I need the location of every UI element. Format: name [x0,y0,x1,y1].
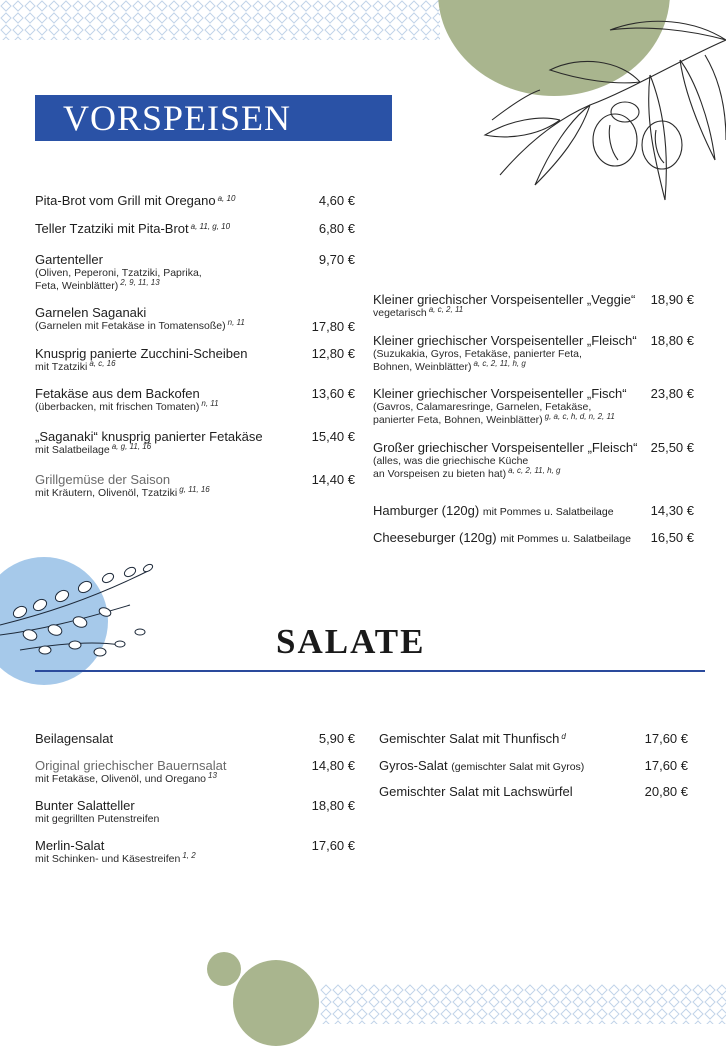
item-name: Gemischter Salat mit Lachswürfel [379,784,573,799]
item-name: Original griechischer Bauernsalat [35,758,227,773]
item-price: 16,50 € [650,530,694,545]
item-name: Merlin-Salat [35,838,105,853]
allergen-codes: g, a, c, h, d, n, 2, 11 [544,412,615,421]
item-name: „Saganaki“ knusprig panierter Fetakäse [35,429,263,444]
item-price: 14,80 € [311,758,355,773]
item-name: Gyros-Salat [379,758,448,773]
menu-item [35,193,235,208]
menu-item [373,503,614,520]
allergen-codes: g, 11, 16 [179,485,210,494]
item-price: 14,30 € [650,503,694,518]
allergen-codes: a, c, 2, 11, h, g [473,359,526,368]
item-name: Kleiner griechischer Vorspeisenteller „Veggie“ [373,292,636,307]
section-divider [35,670,705,672]
allergen-codes: n, 11 [227,318,245,327]
item-description: Feta, Weinblätter) [35,280,119,292]
item-description: mit Salatbeilage [35,444,110,456]
allergen-codes: a, 11, g, 10 [190,222,231,231]
menu-item [35,305,245,333]
item-name: Beilagensalat [35,731,114,746]
item-price: 17,60 € [644,758,688,773]
menu-item [373,386,627,427]
item-description: panierter Feta, Bohnen, Weinblätter) [373,414,543,426]
item-name: Grillgemüse der Saison [35,472,171,487]
allergen-codes: a, c, 16 [89,359,116,368]
menu-item [379,784,573,799]
allergen-codes: a, g, 11, 16 [111,442,152,451]
item-name: Fetakäse aus dem Backofen [35,386,200,401]
item-description: vegetarisch [373,307,427,319]
item-description: (Oliven, Peperoni, Tzatziki, Paprika, [35,267,202,279]
menu-item [373,333,637,374]
item-price: 15,40 € [311,429,355,444]
allergen-codes: a, c, 2, 11 [428,305,464,314]
allergen-codes: n, 11 [201,399,219,408]
menu-item [35,429,263,457]
item-description: mit Fetakäse, Olivenöl, und Oregano [35,773,207,785]
item-price: 6,80 € [318,221,355,236]
menu-item [35,758,226,786]
item-name: Cheeseburger (120g) [373,530,497,545]
menu-item [379,758,584,775]
item-description: mit Tzatziki [35,361,88,373]
item-price: 17,60 € [644,731,688,746]
item-price: 5,90 € [318,731,355,746]
lattice-pattern-top [0,0,440,40]
item-price: 18,90 € [650,292,694,307]
item-name: Knusprig panierte Zucchini-Scheiben [35,346,248,361]
menu-item [35,386,219,414]
item-price: 23,80 € [650,386,694,401]
item-description: mit gegrillten Putenstreifen [35,813,160,825]
item-description: (Garnelen mit Fetakäse in Tomatensoße) [35,320,226,332]
item-description: (überbacken, mit frischen Tomaten) [35,401,200,413]
menu-item [35,798,159,826]
menu-item [35,731,113,746]
item-name: Hamburger (120g) [373,503,480,518]
menu-item [35,221,230,236]
green-dot-decoration [207,952,241,986]
item-description: (alles, was die griechische Küche [373,455,529,467]
salate-title: SALATE [276,622,426,661]
herb-branch-illustration [0,560,165,665]
lattice-pattern-bottom [320,984,726,1024]
item-description: (Gavros, Calamaresringe, Garnelen, Fetakäse, [373,401,592,413]
menu-item [373,440,637,481]
vorspeisen-title: VORSPEISEN [35,95,392,141]
item-description: an Vorspeisen zu bieten hat) [373,468,507,480]
item-name: Pita-Brot vom Grill mit Oregano [35,193,216,208]
item-name: Gemischter Salat mit Thunfisch [379,731,560,746]
item-price: 25,50 € [650,440,694,455]
item-note: (gemischter Salat mit Gyros) [451,761,585,773]
item-name: Teller Tzatziki mit Pita-Brot [35,221,189,236]
allergen-codes: a, 10 [217,194,236,203]
item-name: Kleiner griechischer Vorspeisenteller „Fleisch“ [373,333,637,348]
allergen-codes: 1, 2 [182,851,196,860]
allergen-codes: 13 [208,771,217,780]
item-name: Garnelen Saganaki [35,305,147,320]
allergen-codes: a, c, 2, 11, h, g [508,466,561,475]
item-description: (Suzukakia, Gyros, Fetakäse, panierter Feta, [373,348,582,360]
item-price: 17,60 € [311,838,355,853]
menu-item [35,838,196,866]
menu-item [35,346,247,374]
item-name: Kleiner griechischer Vorspeisenteller „Fisch“ [373,386,627,401]
item-price: 18,80 € [650,333,694,348]
item-name: Gartenteller [35,252,103,267]
item-price: 18,80 € [311,798,355,813]
item-note: mit Pommes u. Salatbeilage [500,533,631,545]
item-description: Bohnen, Weinblätter) [373,361,472,373]
menu-item [373,292,635,320]
item-price: 12,80 € [311,346,355,361]
item-note: mit Pommes u. Salatbeilage [482,506,614,518]
item-price: 13,60 € [311,386,355,401]
item-price: 20,80 € [644,784,688,799]
green-circle-decoration-bottom [233,960,319,1046]
item-description: mit Kräutern, Olivenöl, Tzatziki [35,487,178,499]
item-description: mit Schinken- und Käsestreifen [35,853,181,865]
menu-item [379,731,566,746]
item-price: 14,40 € [311,472,355,487]
menu-item [35,472,210,500]
menu-item [373,530,631,547]
item-price: 17,80 € [311,319,355,334]
menu-item [35,252,202,293]
allergen-codes: d [561,732,566,741]
item-name: Großer griechischer Vorspeisenteller „Fleisch“ [373,440,638,455]
allergen-codes: 2, 9, 11, 13 [120,278,160,287]
item-price: 9,70 € [318,252,355,267]
item-price: 4,60 € [318,193,355,208]
item-name: Bunter Salatteller [35,798,135,813]
olive-branch-illustration [480,0,726,215]
